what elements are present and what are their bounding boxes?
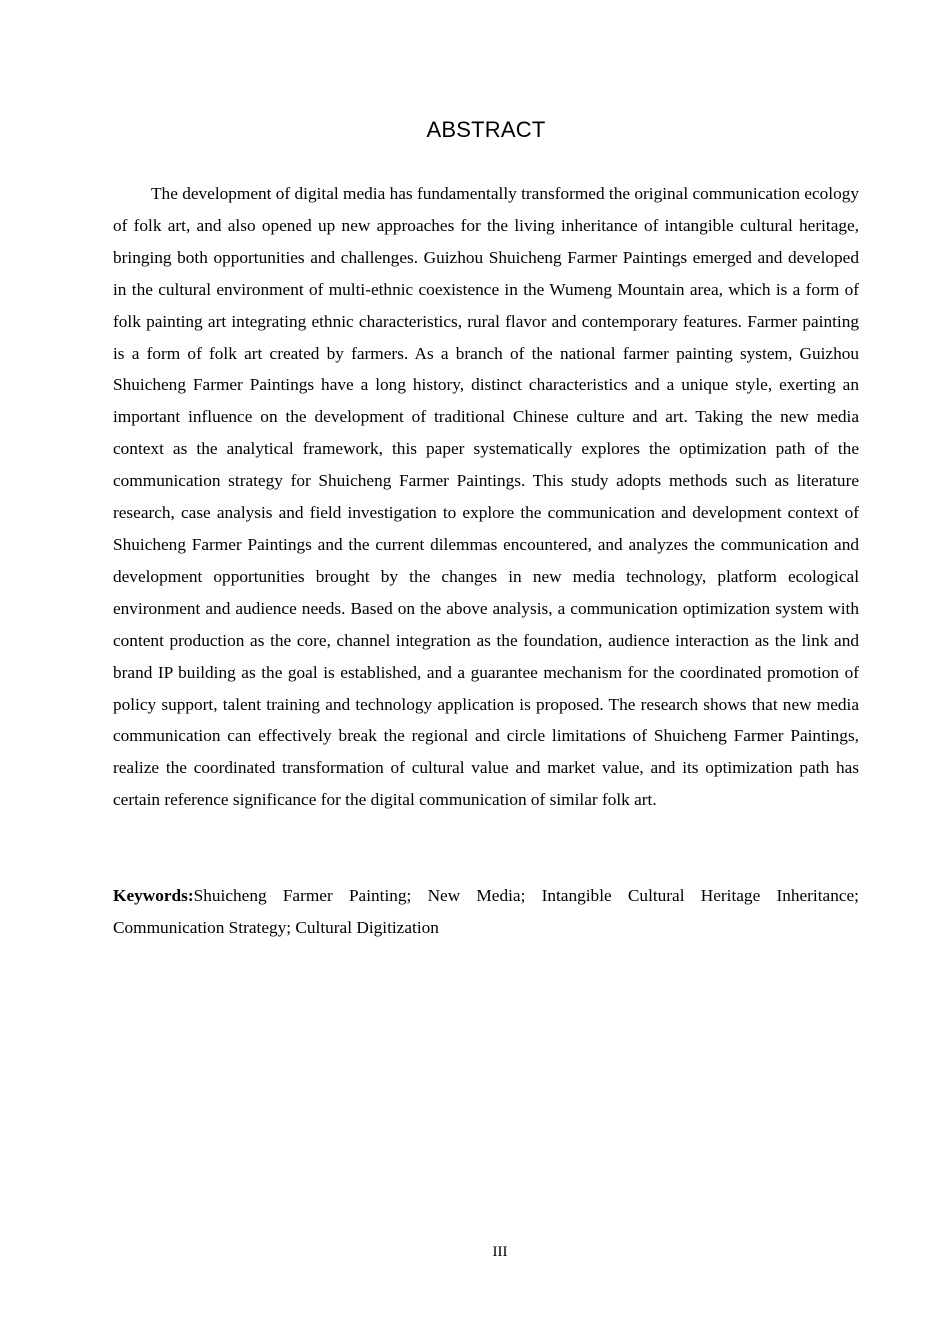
abstract-body: The development of digital media has fundamentally transformed the original communication ecology of folk art, and also opened up new approaches for the living inheritance of intangible cultural heritage, bringing both opportunities and challenges. Guizhou Shuicheng Farmer Paintings emerged and developed in the cultural environment of multi-ethnic coexistence in the Wumeng Mountain area, which is a form of folk painting art integrating ethnic characteristics, rural flavor and contemporary features. Farmer painting is a form of folk art created by farmers. As a branch of the national farmer painting system, Guizhou Shuicheng Farmer Paintings have a long history, distinct characteristics and a unique style, exerting an important influence on the development of traditional Chinese culture and art. Taking the new media context as the analytical framework, this paper systematically explores the optimization path of the communication strategy for Shuicheng Farmer Paintings. This study adopts methods such as literature research, case analysis and field investigation to explore the communication and development context of Shuicheng Farmer Paintings and the current dilemmas encountered, and analyzes the communication and development opportunities brought by the changes in new media technology, platform ecological environment and audience needs. Based on the above analysis, a communication optimization system with content production as the core, channel integration as the foundation, audience interaction as the link and brand IP building as the goal is established, and a guarantee mechanism for the coordinated promotion of policy support, talent training and technology application is proposed. The research shows that new media communication can effectively break the regional and circle limitations of Shuicheng Farmer Paintings, realize the coordinated transformation of cultural value and market value, and its optimization path has certain reference significance for the digital communication of similar folk art. [113,184,859,810]
keywords-label: Keywords: [113,886,194,905]
page-title: ABSTRACT [426,117,546,142]
page-number: III [492,1244,508,1260]
keywords-paragraph [113,880,859,944]
keywords-text: Shuicheng Farmer Painting; New Media; Intangible Cultural Heritage Inheritance; Communication Strategy; Cultural Digitization [113,886,859,937]
